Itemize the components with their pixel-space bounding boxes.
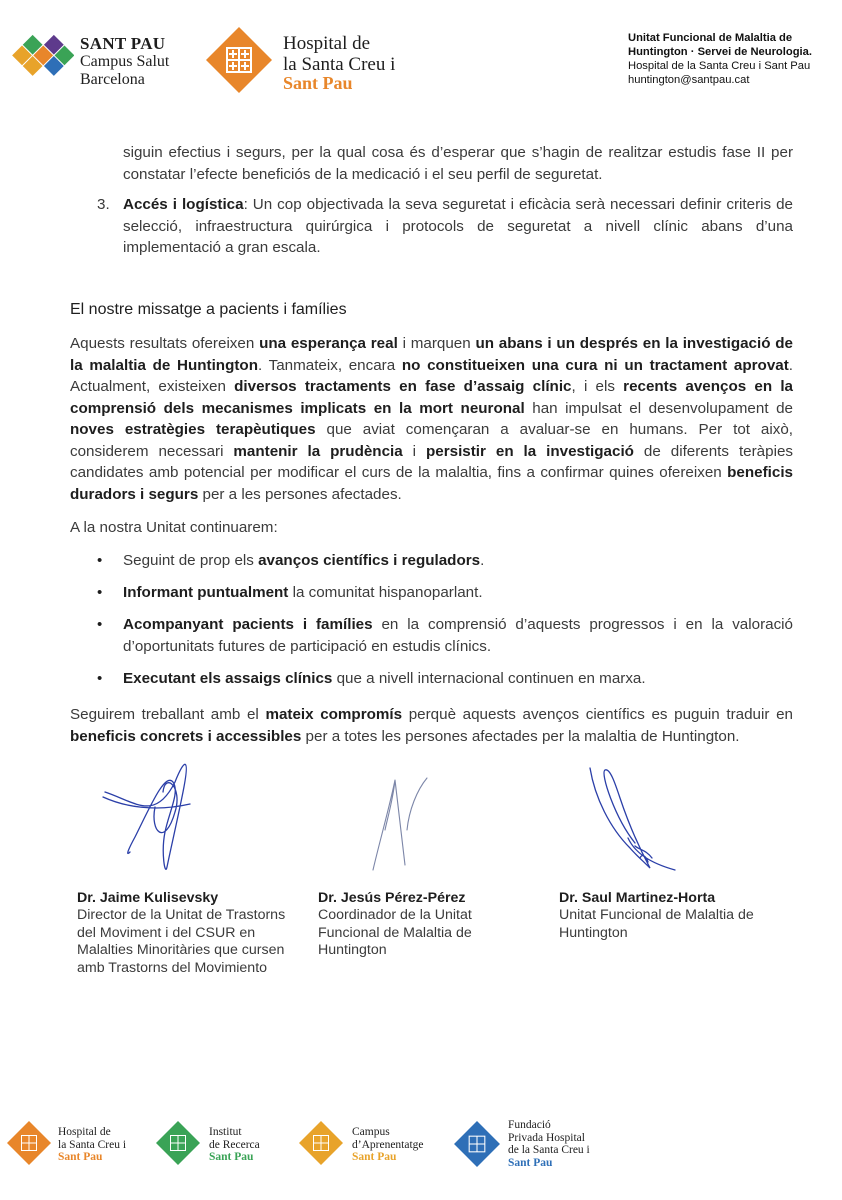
bold-run: una esperança real bbox=[259, 335, 398, 352]
signatory-role-line: Huntington bbox=[318, 942, 387, 958]
list-item-title: Accés i logística bbox=[123, 196, 244, 213]
unit-header bbox=[628, 31, 838, 87]
list-item bbox=[70, 668, 793, 690]
bullet-icon: • bbox=[97, 552, 103, 569]
continuation-paragraph: siguin efectius i segurs, per la qual cosa és d’esperar que s’hagin de realitzar estudis fase II per constatar l’efecte beneficiós de la medicació i el seu perfil de seguretat. bbox=[123, 144, 793, 183]
bold-run: Acompanyant pacients i famílies bbox=[123, 616, 373, 633]
list-item-text: : Un cop objectivada la seva seguretat i eficàcia serà necessari definir criteris de selecció, infraestructura quirúrgica i protocols de seguretat a nivell clínic abans d’una implementació a gran escala. bbox=[123, 196, 793, 256]
bold-run: persistir en la investigació bbox=[425, 442, 634, 460]
footer-logos bbox=[0, 1110, 842, 1190]
signatory-role-line: Coordinador de la Unitat bbox=[318, 907, 472, 923]
bold-run: mantenir la prudència bbox=[233, 442, 403, 460]
signature-martinez-icon bbox=[580, 758, 690, 883]
signatory-name: Dr. Saul Martinez-Horta bbox=[559, 890, 716, 906]
bold-run: beneficis concrets i accessibles bbox=[70, 727, 302, 745]
hospital-name-line3: Sant Pau bbox=[283, 73, 353, 93]
text-run: . bbox=[480, 552, 485, 569]
text-run: i bbox=[402, 442, 426, 460]
commitments-list bbox=[70, 550, 793, 700]
text-run: en la comprensió d’aquests progressos i en la valoració d’oportunitats futures de participació en estudis clínics. bbox=[123, 616, 793, 655]
footer-logo-text bbox=[508, 1119, 590, 1169]
unit-email[interactable]: huntington@santpau.cat bbox=[628, 74, 750, 86]
list-number: 3. bbox=[97, 196, 110, 213]
bold-run: avanços científics i reguladors bbox=[258, 552, 481, 569]
text-run: perquè aquests avenços científics es puguin traduir en bbox=[402, 706, 793, 723]
text-run: de diferents teràpies candidates amb potencial per modificar el curs de la malaltia, fins a confirmar quines ofereixen bbox=[70, 442, 793, 481]
text-run: Seguirem treballant amb el bbox=[70, 706, 266, 723]
signatory-role-line: Funcional de Malaltia de bbox=[318, 924, 472, 941]
signatory-role-line: Huntington bbox=[559, 924, 628, 941]
footer-line: la Santa Creu i bbox=[58, 1138, 127, 1151]
bold-run: un abans i un després en la investigació de la malaltia de Huntington bbox=[70, 335, 793, 374]
signatory-name: Dr. Jaime Kulisevsky bbox=[77, 890, 219, 906]
sant-pau-campus-logo-icon bbox=[4, 27, 74, 95]
text-run: la comunitat hispanoparlant. bbox=[288, 584, 483, 601]
hospital-name-line1: Hospital de bbox=[283, 33, 371, 54]
bold-run: Executant els assaigs clínics bbox=[123, 669, 333, 687]
bold-run: noves estratègies terapèutiques bbox=[70, 421, 316, 438]
section-heading: El nostre missatge a pacients i famílies bbox=[70, 301, 347, 318]
bold-run: no constitueixen una cura ni un tractament aprovat bbox=[401, 356, 789, 374]
footer-logo-text bbox=[58, 1126, 126, 1164]
bullet-icon: • bbox=[97, 584, 103, 601]
hospital-cross-logo-icon bbox=[204, 25, 274, 95]
footer-line: Fundació bbox=[508, 1119, 551, 1131]
footer-accent-line: Sant Pau bbox=[209, 1151, 254, 1163]
signatory-block bbox=[559, 889, 754, 942]
text-run: i marquen bbox=[397, 335, 476, 352]
header-logos bbox=[0, 0, 430, 110]
bold-run: mateix compromís bbox=[265, 706, 403, 723]
footer-line: de Recerca bbox=[209, 1138, 260, 1151]
signatory-block bbox=[318, 889, 472, 960]
hospital-name-line2: la Santa Creu i bbox=[283, 54, 396, 75]
brand-city: Barcelona bbox=[80, 71, 145, 88]
bullet-icon: • bbox=[97, 616, 103, 633]
footer-line: d’Aprenentatge bbox=[352, 1138, 424, 1151]
signatory-role-line: amb Trastorns del Movimiento bbox=[77, 959, 268, 976]
footer-accent-line: Sant Pau bbox=[352, 1151, 397, 1163]
signatory-role-line: Malalties Minoritàries que cursen bbox=[77, 942, 285, 958]
closing-paragraph bbox=[70, 704, 793, 747]
footer-line: de la Santa Creu i bbox=[508, 1144, 590, 1156]
unit-intro: A la nostra Unitat continuarem: bbox=[70, 519, 278, 536]
unit-hospital: Hospital de la Santa Creu i Sant Pau bbox=[628, 60, 811, 72]
unit-name-line1: Unitat Funcional de Malaltia de bbox=[628, 32, 793, 44]
unit-name-line2: Huntington · Servei de Neurologia. bbox=[628, 46, 812, 58]
footer-logo-text bbox=[352, 1126, 424, 1164]
signature-perez-icon bbox=[365, 770, 435, 880]
campus-aprenentatge-logo-icon bbox=[298, 1120, 344, 1166]
text-run: Seguint de prop els bbox=[123, 552, 259, 569]
footer-line: Campus bbox=[352, 1126, 390, 1138]
text-run: . Tanmateix, encara bbox=[257, 356, 402, 374]
signatory-role-line: Unitat Funcional de Malaltia de bbox=[559, 907, 754, 923]
list-item-access-logistics bbox=[123, 194, 793, 259]
text-run: per a totes les persones afectades per la malaltia de Huntington. bbox=[301, 727, 740, 745]
footer-accent-line: Sant Pau bbox=[58, 1151, 103, 1163]
brand-name: SANT PAU bbox=[80, 34, 166, 53]
signature-kulisevsky-icon bbox=[95, 752, 205, 882]
text-run: , i els bbox=[571, 378, 624, 395]
bold-run: recents avenços en la comprensió dels mecanismes implicats en la mort neuronal bbox=[70, 378, 793, 417]
message-paragraph bbox=[70, 333, 793, 505]
hospital-footer-logo-icon bbox=[6, 1120, 52, 1166]
list-item bbox=[70, 582, 793, 604]
footer-line: Privada Hospital bbox=[508, 1131, 585, 1144]
text-run: per a les persones afectades. bbox=[198, 485, 402, 503]
text-run: que aviat començaran a avaluar-se en humans. Per tot això, considerem necessari bbox=[70, 421, 794, 460]
signatory-name: Dr. Jesús Pérez-Pérez bbox=[318, 890, 466, 906]
fundacio-logo-icon bbox=[453, 1120, 501, 1168]
brand-subtitle: Campus Salut bbox=[80, 53, 170, 70]
bold-run: diversos tractaments en fase d’assaig clínic bbox=[234, 378, 572, 395]
text-run: que a nivell internacional continuen en marxa. bbox=[332, 669, 646, 687]
footer-line: Institut bbox=[209, 1126, 242, 1138]
footer-logo-text bbox=[209, 1126, 260, 1164]
footer-accent-line: Sant Pau bbox=[508, 1156, 553, 1169]
signatory-role-line: Director de la Unitat de Trastorns bbox=[77, 907, 286, 923]
text-run: Aquests resultats ofereixen bbox=[70, 335, 260, 352]
bold-run: beneficis duradors i segurs bbox=[70, 464, 793, 503]
bullet-icon: • bbox=[97, 669, 103, 687]
institut-recerca-logo-icon bbox=[155, 1120, 201, 1166]
bold-run: Informant puntualment bbox=[123, 584, 289, 601]
list-item bbox=[70, 614, 793, 657]
signatory-role-line: del Moviment i del CSUR en bbox=[77, 924, 256, 941]
text-run: . Actualment, existeixen bbox=[70, 356, 794, 395]
signatory-block bbox=[77, 889, 285, 977]
footer-line: Hospital de bbox=[58, 1126, 111, 1138]
text-run: han impulsat el desenvolupament de bbox=[524, 399, 793, 417]
list-item bbox=[70, 550, 793, 572]
